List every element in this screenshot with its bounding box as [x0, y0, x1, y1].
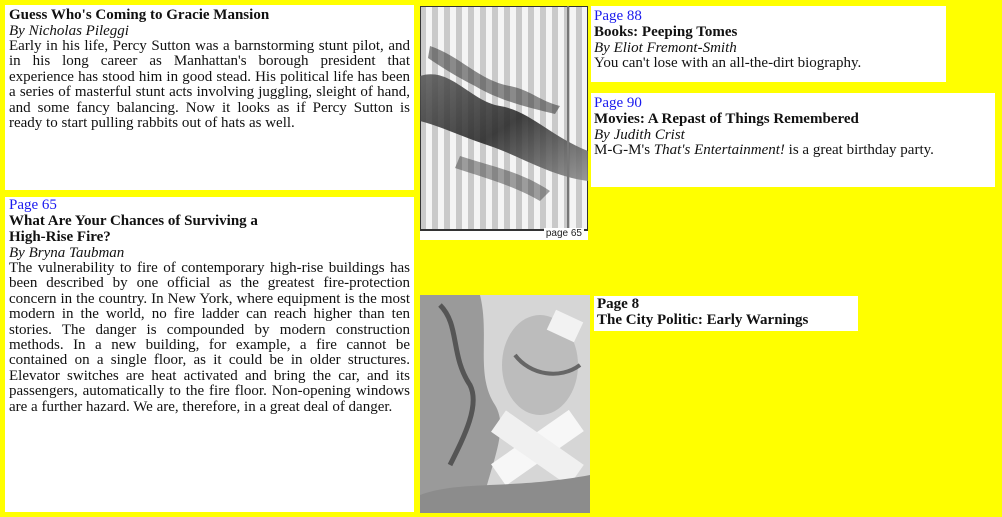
article-summary: The vulnerability to fire of contemporary high-rise buildings has been described by one official as the greatest fire-protection concern in the country. In New York, where equipment is the most modern in the world, no fire ladder can reach higher than ten stories. The danger is compounded by modern construction methods. In a new building, for example, a fire cannot be contained on a single floor, as it could be in older structures. Elevator switches are heat activated and bring the car, and its passengers, automatically to the fire floor. Non-opening windows are a further hazard. We are, therefore, in a great deal of danger.: [9, 260, 410, 415]
article-high-rise-fire: [5, 197, 414, 512]
article-city-politic: [594, 296, 858, 331]
image-caption: page 65: [545, 228, 582, 239]
page-65-link[interactable]: Page 65: [9, 197, 57, 213]
article-title-line2: High-Rise Fire?: [9, 229, 111, 245]
film-title: That's Entertainment!: [653, 142, 785, 158]
article-title-line1: What Are Your Chances of Surviving a: [9, 213, 258, 229]
page-88-link[interactable]: Page 88: [594, 8, 642, 24]
taped-face-illustration-icon: [420, 295, 590, 513]
article-byline: By Eliot Fremont-Smith: [594, 40, 737, 56]
article-title: Movies: A Repast of Things Remembered: [594, 111, 859, 127]
article-summary: Early in his life, Percy Sutton was a barnstorming stunt pilot, and in his long career as Manhattan's borough president that experience has stood him in good stead. His political life has been a series of masterful stunt acts involving juggling, sleight of hand, and some fancy balancing. Now it looks as if Percy Sutton is ready to start pulling rabbits out of hats as well.: [9, 38, 410, 132]
article-books: [591, 6, 946, 82]
city-politic-image[interactable]: [420, 295, 590, 513]
article-byline: By Judith Crist: [594, 127, 685, 143]
summary-text-end: is a great birthday party.: [784, 142, 934, 158]
highrise-fire-image[interactable]: [420, 6, 588, 240]
article-movies: [591, 93, 995, 187]
article-gracie-mansion: [5, 5, 414, 190]
article-byline: By Nicholas Pileggi: [9, 23, 129, 39]
article-title: Guess Who's Coming to Gracie Mansion: [9, 7, 270, 23]
article-summary: You can't lose with an all-the-dirt biography.: [594, 55, 862, 71]
highrise-fire-illustration-icon: [420, 6, 588, 240]
summary-text-start: M-G-M's: [594, 142, 654, 158]
article-title: The City Politic: Early Warnings: [597, 312, 809, 328]
article-byline: By Bryna Taubman: [9, 245, 125, 261]
page-90-link[interactable]: Page 90: [594, 95, 642, 111]
page-8-label: Page 8: [597, 296, 640, 312]
article-summary: [594, 143, 992, 158]
article-title: Books: Peeping Tomes: [594, 24, 738, 40]
